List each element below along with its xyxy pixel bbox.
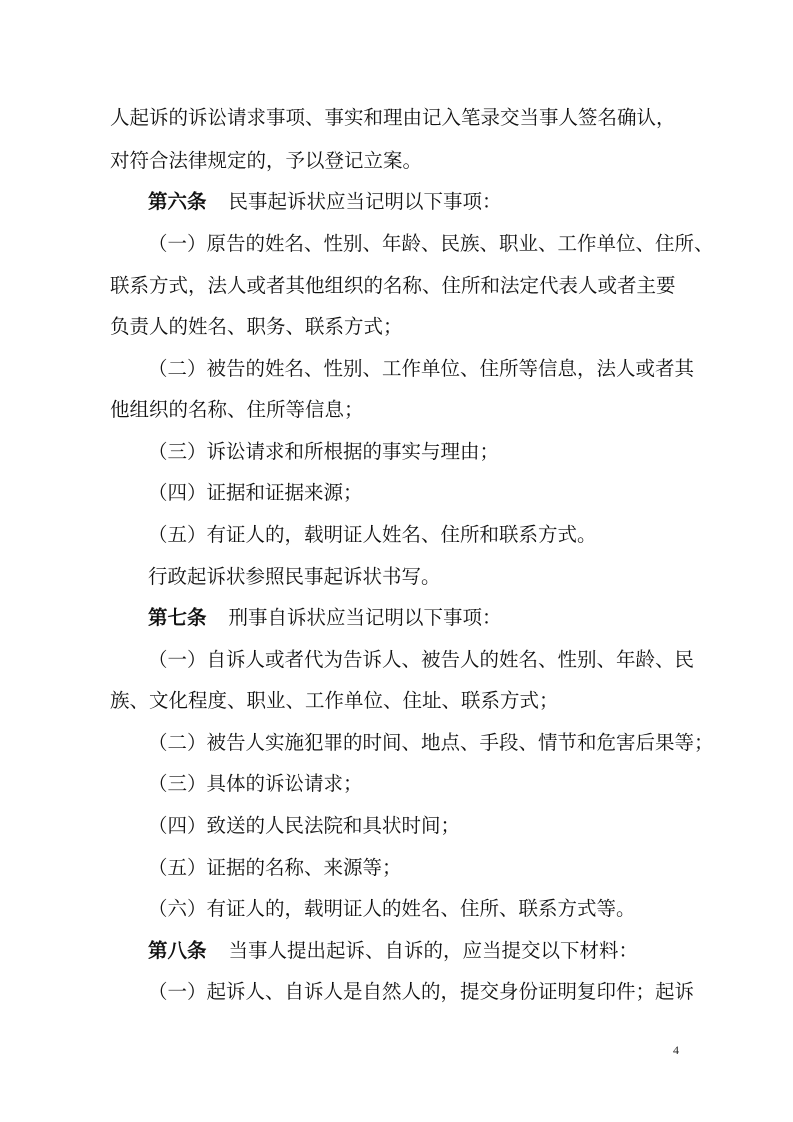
article-6-heading: 第六条: [148, 190, 207, 213]
article-6-item: 行政起诉状参照民事起诉状书写。: [148, 565, 441, 588]
article-6-item: （三）诉讼请求和所根据的事实与理由；: [148, 440, 500, 463]
article-6-item: 他组织的名称、住所等信息；: [110, 398, 364, 421]
article-7-item: （二）被告人实施犯罪的时间、地点、手段、情节和危害后果等；: [148, 731, 714, 754]
article-6-item: （四）证据和证据来源；: [148, 481, 363, 504]
article-8-heading: 第八条: [148, 939, 207, 962]
article-7-item: 族、文化程度、职业、工作单位、住址、联系方式；: [110, 689, 559, 712]
article-8-item: （一）起诉人、自诉人是自然人的，提交身份证明复印件；起诉: [148, 980, 695, 1003]
article-7-item: （六）有证人的，载明证人的姓名、住所、联系方式等。: [148, 897, 636, 920]
article-6-item: （二）被告的姓名、性别、工作单位、住所等信息，法人或者其: [148, 357, 695, 380]
article-6-item: （五）有证人的，载明证人姓名、住所和联系方式。: [148, 523, 597, 546]
article-7-item: （一）自诉人或者代为告诉人、被告人的姓名、性别、年龄、民: [148, 648, 695, 671]
article-7: [0, 606, 793, 630]
paragraph-line: 对符合法律规定的，予以登记立案。: [110, 149, 423, 172]
article-7-heading: 第七条: [148, 606, 207, 629]
article-6: [0, 190, 793, 214]
article-6-item: 负责人的姓名、职务、联系方式；: [110, 315, 403, 338]
article-7-text: 刑事自诉状应当记明以下事项：: [228, 606, 502, 629]
article-7-item: （三）具体的诉讼请求；: [148, 772, 363, 795]
article-8-text: 当事人提出起诉、自诉的，应当提交以下材料：: [228, 939, 639, 962]
article-7-item: （四）致送的人民法院和具状时间；: [148, 814, 461, 837]
page-number: 4: [673, 1043, 679, 1057]
paragraph-line: 人起诉的诉讼请求事项、事实和理由记入笔录交当事人签名确认，: [110, 106, 676, 129]
article-6-item: 联系方式，法人或者其他组织的名称、住所和法定代表人或者主要: [110, 274, 676, 297]
article-6-item: （一）原告的姓名、性别、年龄、民族、职业、工作单位、住所、: [148, 232, 714, 255]
article-6-text: 民事起诉状应当记明以下事项：: [228, 190, 502, 213]
article-8: [0, 939, 793, 963]
article-7-item: （五）证据的名称、来源等；: [148, 856, 402, 879]
